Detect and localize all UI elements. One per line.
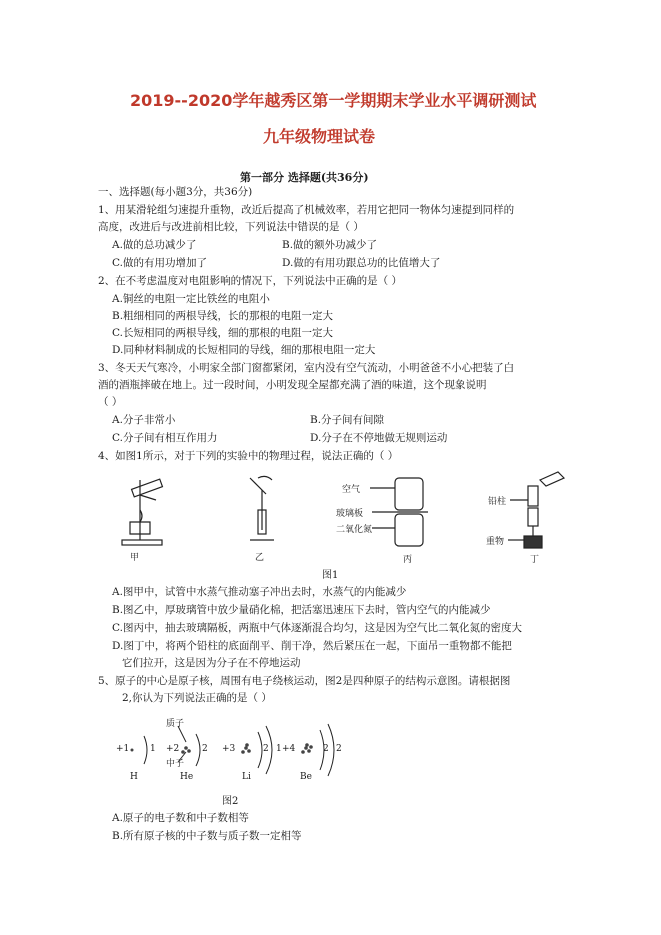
figure-1 <box>110 470 570 580</box>
q2-stem: 2、在不考虑温度对电阻影响的情况下，下列说法中正确的是（ ） <box>98 275 403 287</box>
section-intro: 一、选择题(每小题3分，共36分) <box>98 186 253 198</box>
fig2-be-charge: +4 <box>282 744 296 754</box>
fig1-label-ding: 丁 <box>530 555 540 565</box>
q4-option-d-1: D.图丁中，将两个铅柱的底面削平、削干净，然后紧压在一起，下面吊一重物都不能把 <box>112 640 512 652</box>
fig2-he-charge: +2 <box>166 744 180 754</box>
fig2-li-charge: +3 <box>222 744 236 754</box>
q1-option-b: B.做的额外功减少了 <box>282 239 378 251</box>
q5-option-b: B.所有原子核的中子数与质子数一定相等 <box>112 830 302 842</box>
fig2-li-electrons-inner: 2 <box>263 744 269 754</box>
fig2-li-electrons-outer: 1 <box>276 744 282 754</box>
q3-stem-1: 3、冬天天气寒冷，小明家全部门窗都紧闭，室内没有空气流动，小明爸爸不小心把装了白 <box>98 362 515 374</box>
exam-subtitle: 九年级物理试卷 <box>263 127 376 146</box>
fig1-air-label: 空气 <box>342 485 361 495</box>
q4-option-b: B.图乙中，厚玻璃管中放少量硝化棉，把活塞迅速压下去时，管内空气的内能减少 <box>112 604 491 616</box>
section-title: 第一部分 选择题(共36分) <box>240 171 369 184</box>
fig2-h-symbol: H <box>130 772 138 782</box>
q3-option-d: D.分子在不停地做无规则运动 <box>310 432 448 444</box>
q1-option-c: C.做的有用功增加了 <box>112 257 207 269</box>
fig2-he-symbol: He <box>180 772 194 782</box>
fig2-he-electrons: 2 <box>202 744 208 754</box>
q1-option-a: A.做的总功减少了 <box>112 239 197 251</box>
fig1-label-jia: 甲 <box>130 553 140 563</box>
fig2-be-electrons-outer: 2 <box>336 744 342 754</box>
q4-stem: 4、如图1所示，对于下列的实验中的物理过程，说法正确的（ ） <box>98 450 399 462</box>
fig2-proton-label: 质子 <box>166 719 185 729</box>
fig1-weight-label: 重物 <box>486 537 505 547</box>
q5-option-a: A.原子的电子数和中子数相等 <box>112 812 249 824</box>
fig1-label-yi: 乙 <box>255 553 265 563</box>
q4-option-d-2: 它们拉开，这是因为分子在不停地运动 <box>122 657 301 669</box>
exam-title: 2019--2020学年越秀区第一学期期末学业水平调研测试 <box>130 91 537 110</box>
q5-stem-1: 5、原子的中心是原子核，周围有电子绕核运动，图2是四种原子的结构示意图。请根据图 <box>98 675 511 687</box>
fig2-h-charge: +1 <box>116 744 130 754</box>
fig1-caption: 图1 <box>322 570 339 581</box>
q5-stem-2: 2,你认为下列说法正确的是（ ） <box>122 692 272 704</box>
fig2-neutron-label: 中子 <box>166 759 185 769</box>
fig1-lead-label: 铅柱 <box>488 497 507 507</box>
q2-option-a: A.铜丝的电阻一定比铁丝的电阻小 <box>112 293 270 305</box>
q4-option-a: A.图甲中，试管中水蒸气推动塞子冲出去时，水蒸气的内能减少 <box>112 586 407 598</box>
fig2-be-symbol: Be <box>300 772 312 782</box>
q1-option-d: D.做的有用功跟总功的比值增大了 <box>282 257 441 269</box>
q3-option-b: B.分子间有间隙 <box>310 414 385 426</box>
q1-stem-1: 1、用某滑轮组匀速提升重物，改近后提高了机械效率，若用它把同一物体匀速提到同样的 <box>98 204 515 216</box>
fig1-glass-label: 玻璃板 <box>336 509 364 519</box>
fig1-no2-label: 二氧化氮 <box>336 525 373 535</box>
q2-option-d: D.同种材料制成的长短相同的导线，细的那根电阻一定大 <box>112 344 376 356</box>
fig1-label-bing: 丙 <box>403 555 413 565</box>
figure-2 <box>110 712 360 807</box>
fig2-caption: 图2 <box>222 796 239 807</box>
fig2-h-electrons: 1 <box>150 744 156 754</box>
fig2-be-electrons-inner: 2 <box>323 744 329 754</box>
q3-stem-2: 酒的酒瓶摔破在地上。过一段时间，小明发现全屋都充满了酒的味道，这个现象说明 <box>98 379 487 391</box>
q3-option-c: C.分子间有相互作用力 <box>112 432 218 444</box>
q1-stem-2: 高度，改进后与改进前相比较，下列说法中错误的是（ ） <box>98 221 364 233</box>
q3-option-a: A.分子非常小 <box>112 414 176 426</box>
q2-option-b: B.粗细相同的两根导线，长的那根的电阻一定大 <box>112 310 334 322</box>
fig2-li-symbol: Li <box>242 772 251 782</box>
q2-option-c: C.长短相同的两根导线，细的那根的电阻一定大 <box>112 327 333 339</box>
q3-stem-3: （ ） <box>98 396 123 408</box>
q4-option-c: C.图丙中，抽去玻璃隔板，两瓶中气体逐渐混合均匀，这是因为空气比二氧化氮的密度大 <box>112 622 522 634</box>
